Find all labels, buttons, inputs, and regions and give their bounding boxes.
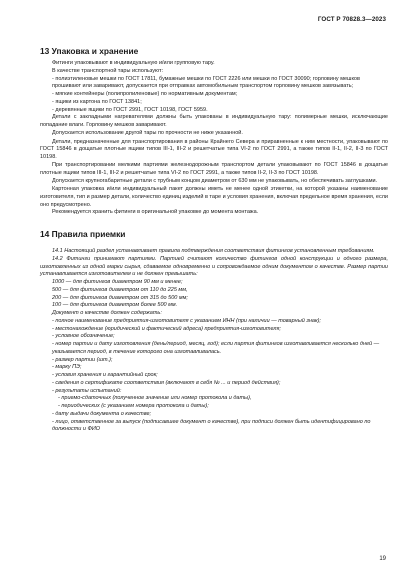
list-item: 500 — для фитингов диаметром от 110 до 225 мм, [52, 286, 188, 293]
list-item: 1000 — для фитингов диаметром 90 мм и менее; [52, 279, 183, 285]
list-item: - полное наименование предприятия-изготовителя с указанием ИНН (при наличии — товарный знак); [52, 317, 321, 324]
list-item: - условное обозначение; [52, 333, 115, 340]
list-item: - результаты испытаний: [52, 387, 122, 394]
list-item: - мягкие контейнеры (полипропиленовые) по нормативным документам; [52, 91, 238, 97]
paragraph: Рекомендуется хранить фитинги в оригинальной упаковке до момента монтажа. [52, 209, 259, 216]
paragraph: В качестве транспортной тары используют: [52, 67, 164, 74]
list-item: - лицо, ответственное за выпуск (подписавшее документ о качестве), при подписи должен быть идентифицировано по должности и ФИО [52, 418, 371, 433]
paragraph: Картонная упаковка и/или индивидуальный пакет должны иметь не менее одной этикетки, на которой указаны наименование изготовителя, тип и размер детали, количество единиц изделий в таре и условия хранения, включая предельное время хранения, если оно предусмотрено. [40, 186, 388, 208]
list-item: - местонахождение (юридический и фактический адреса) предприятия-изготовителя; [52, 325, 281, 332]
list-item: - дату выдачи документа о качестве; [52, 410, 152, 417]
list-item: - периодических (с указанием номера протокола и даты); [58, 403, 209, 409]
list-item: - ящики из картона по ГОСТ 13841; [52, 98, 142, 105]
section-13-title: 13 Упаковка и хранение [40, 46, 139, 56]
paragraph: 14.2 Фитинги принимают партиями. Партией считают количество фитингов одной конструкции и одного размера, изготовленных из одной марки сырья, сдаваемое одновременно и сопровождаемое одним документом о качестве. Размер партии устанавливается изготовителем и не должен превышать: [40, 255, 388, 278]
list-item: - сведения о сертификате соответствия (включают в себя № ... и период действия); [52, 379, 281, 386]
paragraph: Фитинги упаковывают в индивидуальную и/или групповую тару. [52, 60, 215, 66]
page-content [40, 46, 388, 434]
list-item: - размер партии (шт.); [52, 356, 113, 363]
list-item: - деревянные ящики по ГОСТ 2991, ГОСТ 10198, ГОСТ 5959. [52, 106, 208, 113]
paragraph: Допускается крупногабаритные детали с трубным концом диаметром от 630 мм не упаковывать, но обеспечивать заглушками. [52, 178, 378, 185]
paragraph: 14.1 Настоящий раздел устанавливает правила подтверждения соответствия фитингов установленным требованиям. [52, 248, 375, 254]
list-item: - полиэтиленовые мешки по ГОСТ 17811, бумажные мешки по ГОСТ 2226 или мешки по ГОСТ 30090; горловину мешков прошивают или заваривают, допускается при отправках автомобильным транспортом горловину мешков завязывать; [52, 75, 360, 90]
list-item: - номер партии и дату изготовления (день/период, месяц, год); если партия фитингов изготавливается несколько дней — указывается период, в течение которого она изготавливалась. [52, 341, 380, 355]
list-item: 200 — для фитингов диаметром от 315 до 500 мм; [52, 294, 188, 301]
list-item: - условия хранения и гарантийный срок; [52, 372, 158, 378]
paragraph: Детали с закладными нагревателями должны быть упакованы в индивидуальную тару: полимерные мешки, исключающие попадание влаги. Горловину мешков заваривают. [40, 114, 388, 128]
paragraph: Детали, предназначенные для транспортирования в районы Крайнего Севера и приравненные к ним местности, упаковывают по ГОСТ 15846 в дощатые плотные ящики типов III-1, III-2 и решетчатые типа VI-2 по ГОСТ 2991, а также типов II-1, II-2, II-3 по ГОСТ 10198. [40, 138, 388, 160]
list-item: - марку ПЭ; [52, 364, 82, 371]
section-14-title: 14 Правила приемки [40, 229, 126, 239]
paragraph: При транспортировании мелкими партиями железнодорожным транспортом детали упаковывают по ГОСТ 15846 в дощатые плотные ящики типов III-1, III-2 и решетчатые типа VI-2 по ГОСТ 2991, а также типов II-2, II-3 по ГОСТ 10198. [40, 161, 388, 176]
paragraph: Допускается использование другой тары по прочности не ниже указанной. [52, 129, 243, 136]
list-item: 100 — для фитингов диаметром более 500 мм. [52, 302, 178, 309]
standard-header: ГОСТ Р 70828.3—2023 [317, 16, 386, 23]
paragraph: Документ о качестве должен содержать: [52, 310, 162, 316]
list-item: - приемо-сдаточных (полученное значение или номер протокола и даты), [58, 395, 252, 402]
page-number: 19 [379, 556, 386, 562]
